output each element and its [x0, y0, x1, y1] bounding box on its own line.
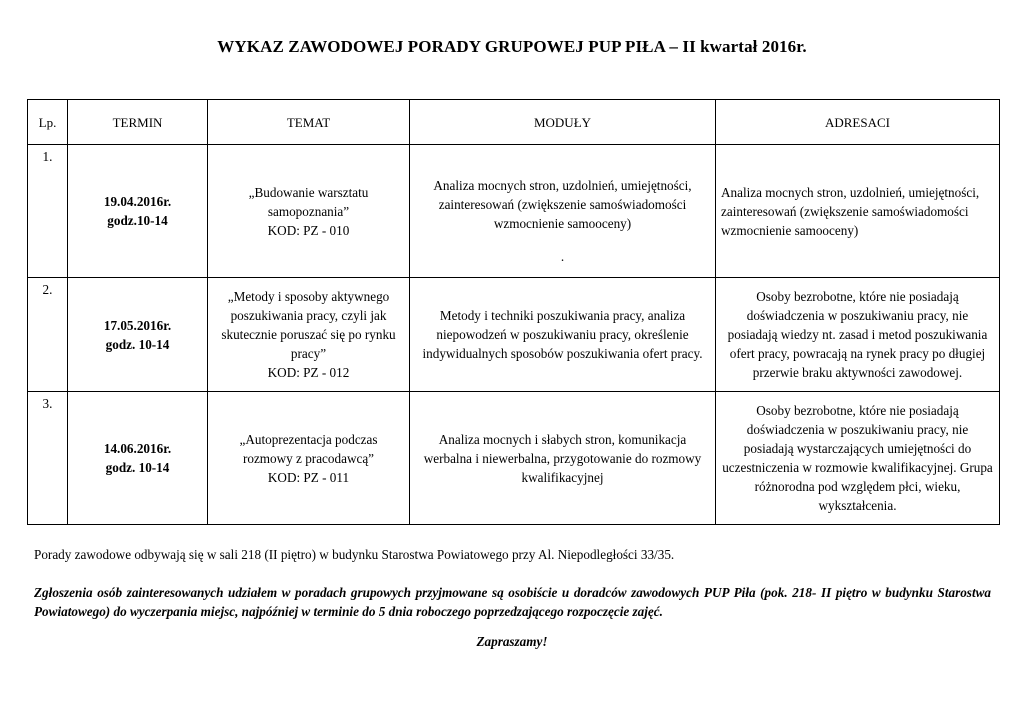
row-topic: „Budowanie warsztatu samopoznania” [248, 184, 369, 219]
header-termin: TERMIN [68, 100, 208, 145]
row-number: 1. [28, 145, 68, 278]
table-row [28, 145, 1000, 278]
document-title: WYKAZ ZAWODOWEJ PORADY GRUPOWEJ PUP PIŁA – II kwartał 2016r. [217, 37, 807, 56]
row-date: 14.06.2016r. [103, 441, 172, 456]
invitation: Zapraszamy! [476, 634, 548, 649]
row-topic: „Autoprezentacja podczas rozmowy z pracodawcą” [239, 431, 378, 466]
row-topic-cell [208, 392, 410, 525]
row-date: 17.05.2016r. [103, 317, 172, 333]
location-note: Porady zawodowe odbywają się w sali 218 (II piętro) w budynku Starostwa Powiatowego przy Al. Niepodległości 33/35. [34, 547, 675, 562]
row-modules-extra: . [560, 249, 565, 264]
row-date: 19.04.2016r. [103, 194, 172, 209]
header-moduly: MODUŁY [410, 100, 716, 145]
row-number: 2. [28, 278, 68, 392]
row-term [68, 145, 208, 278]
row-number: 3. [28, 392, 68, 525]
table-header-row [28, 100, 1000, 145]
schedule-table [27, 99, 1000, 525]
table-row [28, 392, 1000, 525]
row-term [68, 278, 208, 392]
row-term [68, 392, 208, 525]
row-modules: Analiza mocnych i słabych stron, komunikacja werbalna i niewerbalna, przygotowanie do rozmowy kwalifikacyjnej [410, 392, 716, 525]
signup-info: Zgłoszenia osób zainteresowanych udziałem w poradach grupowych przyjmowane są osobiście u doradców zawodowych PUP Piła (pok. 218- II piętro w budynku Starostwa Powiatowego) do wyczerpania miejsc, najpóźniej w terminie do 5 dnia roboczego poprzedzającego rozpoczęcie zajęć. [34, 585, 991, 619]
row-modules: Analiza mocnych stron, uzdolnień, umiejętności, zainteresowań (zwiększenie samoświadomości wzmocnienie samooceny) [433, 178, 692, 231]
table-row [28, 278, 1000, 392]
row-code: KOD: PZ - 012 [267, 365, 350, 380]
row-addressees: Osoby bezrobotne, które nie posiadają doświadczenia w poszukiwaniu pracy, nie posiadają wiedzy nt. zasad i metod poszukiwania ofert pracy, powracają na rynek pracy po długiej przerwie braku aktywności zawodowej. [716, 278, 1000, 392]
row-topic-cell [208, 278, 410, 392]
row-addressees: Analiza mocnych stron, uzdolnień, umiejętności, zainteresowań (zwiększenie samoświadomości wzmocnienie samooceny) [716, 145, 1000, 278]
row-time: godz.10-14 [107, 213, 168, 228]
row-code: KOD: PZ - 011 [267, 469, 350, 485]
row-modules-cell [410, 145, 716, 278]
row-time: godz. 10-14 [105, 336, 170, 352]
row-topic: „Metody i sposoby aktywnego poszukiwania pracy, czyli jak skutecznie poruszać się po rynku pracy” [221, 289, 396, 361]
row-code: KOD: PZ - 010 [267, 222, 350, 238]
row-addressees: Osoby bezrobotne, które nie posiadają doświadczenia w poszukiwaniu pracy, nie posiadają wystarczających umiejętności do uczestniczenia w rozmowie kwalifikacyjnej. Grupa różnorodna pod względem płci, wieku, wykształcenia. [716, 392, 1000, 525]
header-adresaci: ADRESACI [716, 100, 1000, 145]
header-temat: TEMAT [208, 100, 410, 145]
row-topic-cell [208, 145, 410, 278]
header-lp: Lp. [28, 100, 68, 145]
row-time: godz. 10-14 [105, 460, 170, 475]
row-modules: Metody i techniki poszukiwania pracy, analiza niepowodzeń w poszukiwaniu pracy, określenie indywidualnych sposobów poszukiwania ofert pracy. [410, 278, 716, 392]
